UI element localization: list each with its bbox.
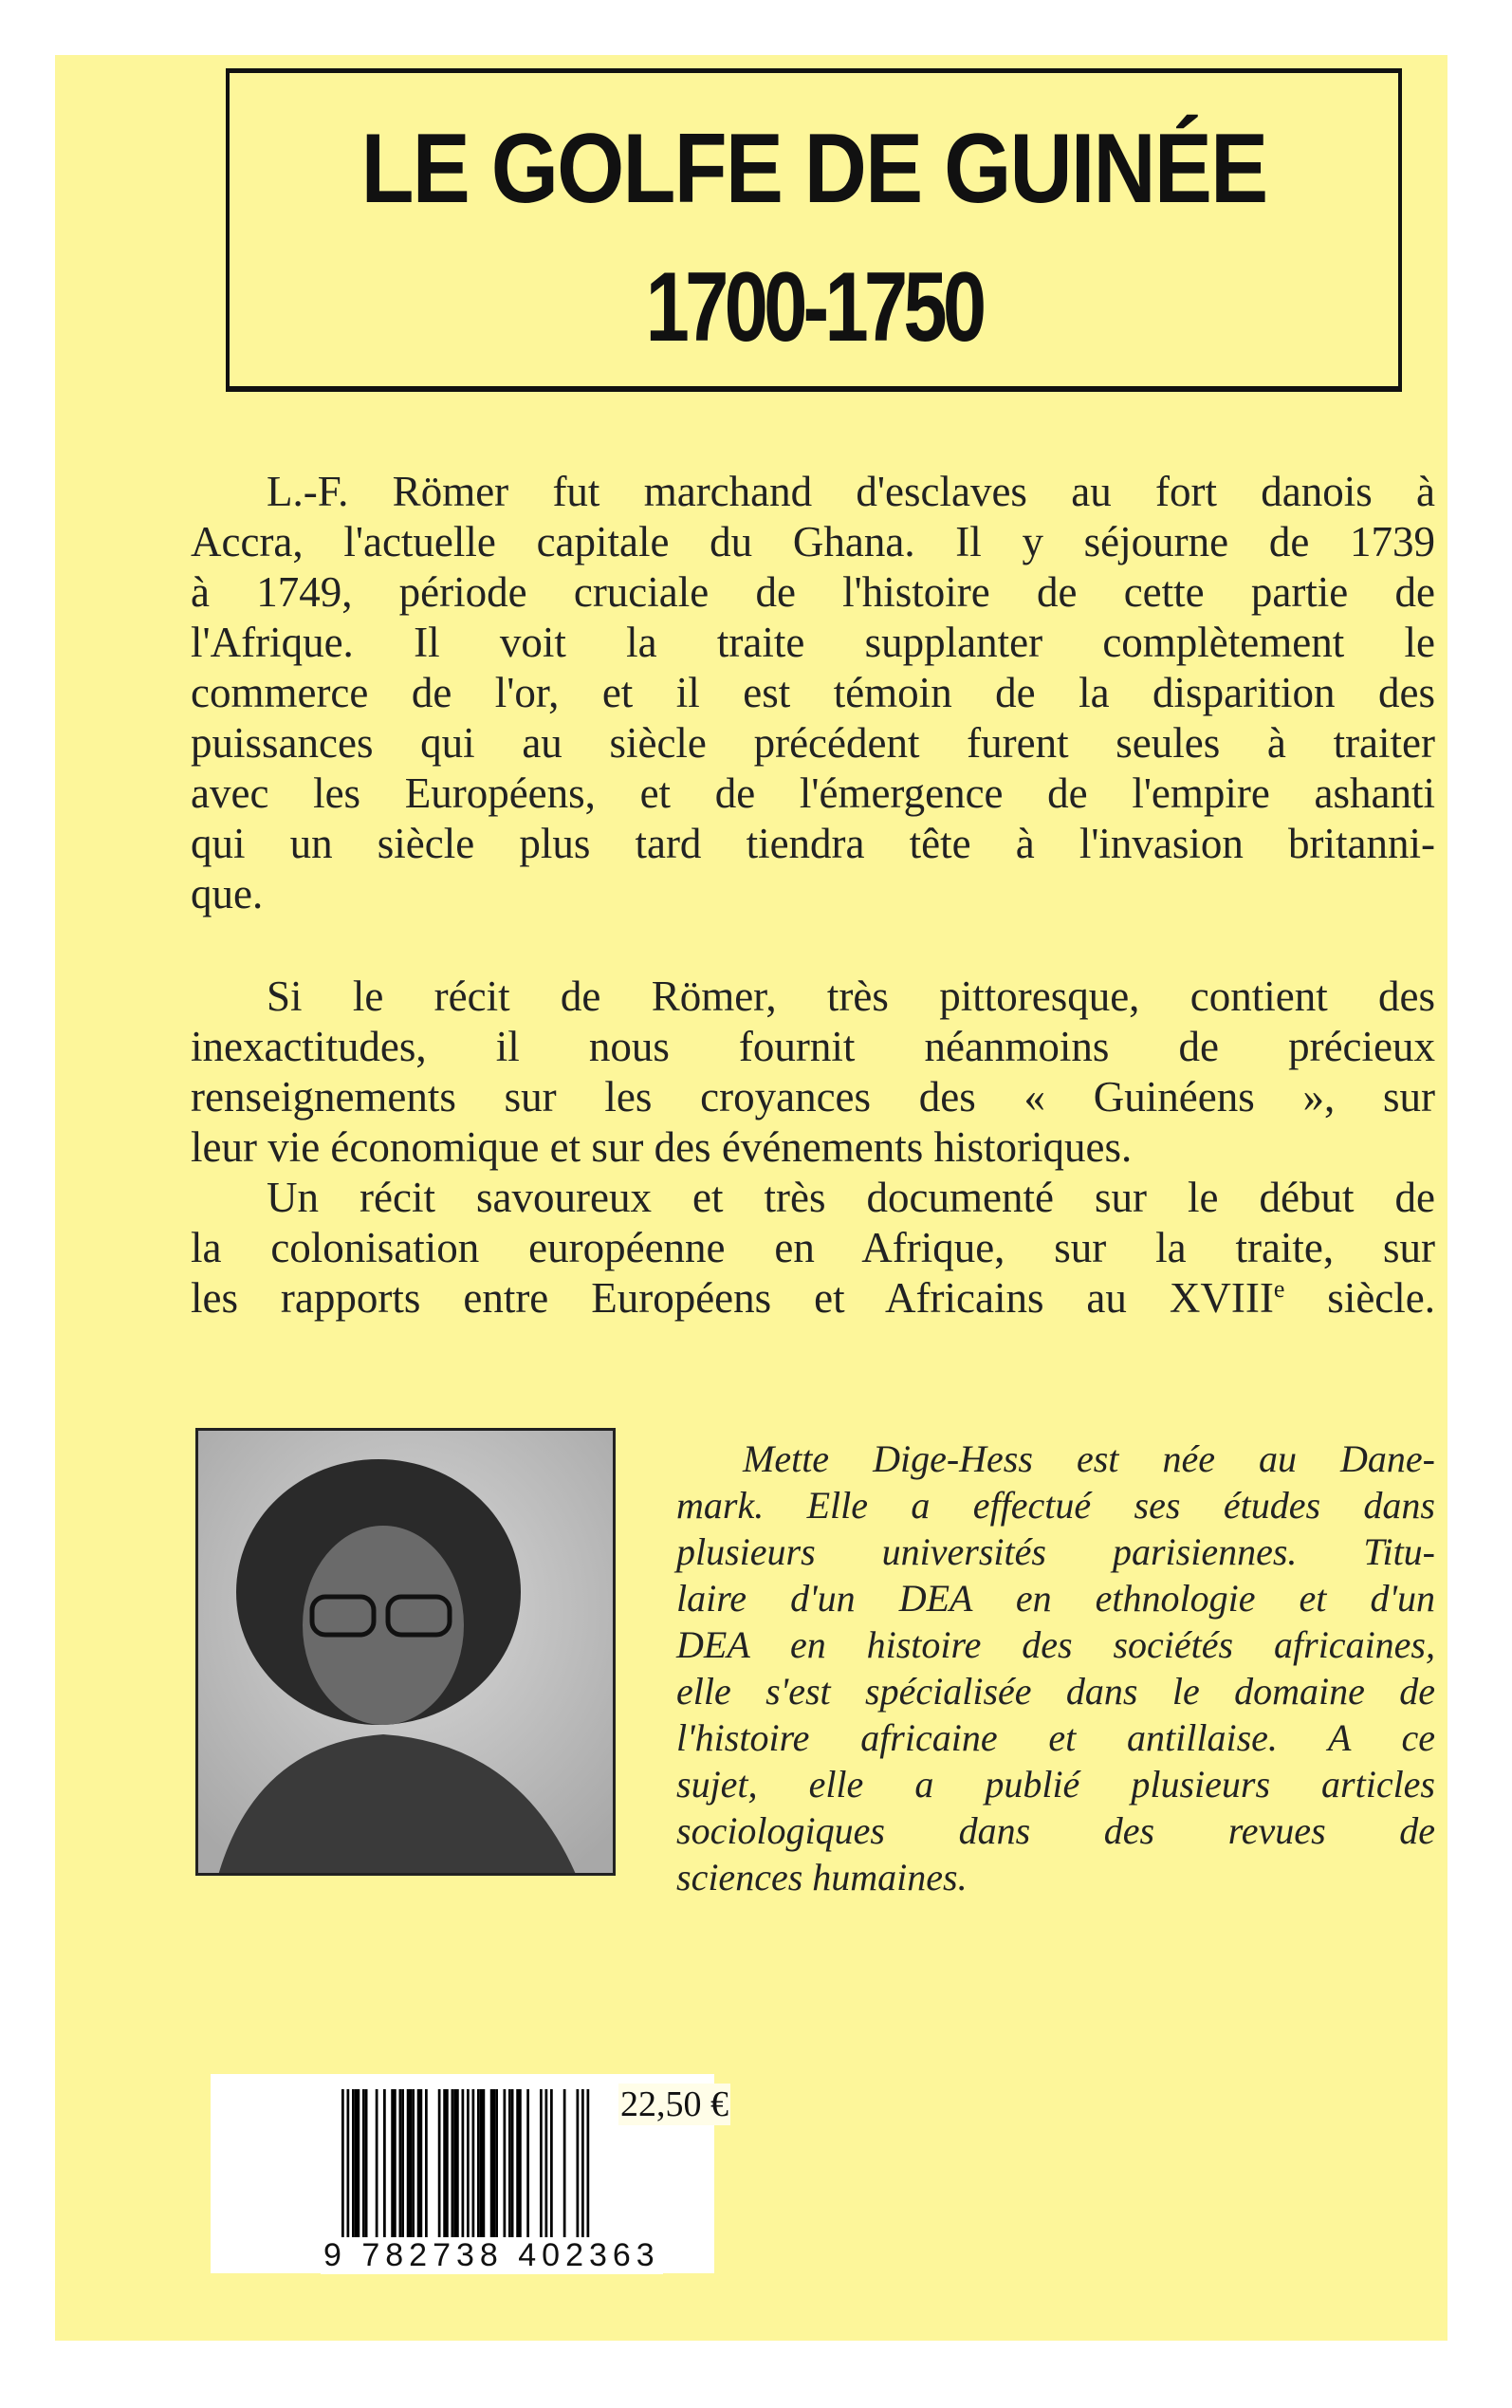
isbn-digits: 9 782738 402363 [321, 2237, 663, 2274]
text-line: plusieurs universités parisiennes. Titu- [676, 1530, 1435, 1573]
text-line: laire d'un DEA en ethnologie et d'un [676, 1577, 1435, 1620]
text-line: qui un siècle plus tard tiendra tête à l'invasion britanni- [191, 820, 1435, 867]
barcode-bar [480, 2089, 483, 2249]
superscript: e [1273, 1275, 1285, 1303]
barcode-bar [493, 2089, 496, 2249]
text-line: mark. Elle a effectué ses études dans [676, 1484, 1435, 1527]
text-line: la colonisation européenne en Afrique, sur la traite, sur [191, 1224, 1435, 1271]
barcode-bar [504, 2089, 507, 2249]
barcode-bar [483, 2089, 486, 2249]
barcode-bar [550, 2089, 553, 2249]
text-line: DEA en histoire des sociétés africaines, [676, 1623, 1435, 1666]
barcode-bar [362, 2089, 365, 2249]
text-line [191, 1273, 1435, 1324]
title-box [226, 68, 1402, 392]
text-line: sujet, elle a publié plusieurs articles [676, 1763, 1435, 1806]
text-line: sciences humaines. [676, 1856, 968, 1899]
barcode-bar [407, 2089, 410, 2249]
blurb-paragraph-2 [191, 972, 1435, 1324]
text-line: Si le récit de Römer, très pittoresque, contient des [267, 972, 1435, 1020]
barcode-bar [376, 2089, 378, 2249]
barcode-bar [352, 2089, 355, 2249]
barcode-bar [452, 2089, 454, 2249]
barcode-bar [391, 2089, 394, 2249]
text-line: leur vie économique et sur des événements historiques. [191, 1123, 1133, 1171]
barcode-bar [577, 2089, 580, 2249]
text-line: L.-F. Römer fut marchand d'esclaves au fort danois à [267, 468, 1435, 515]
barcode-bar [563, 2089, 566, 2249]
barcode-bar [516, 2089, 519, 2249]
barcode-bar [383, 2089, 386, 2249]
text-line: renseignements sur les croyances des « Guinéens », sur [191, 1073, 1435, 1121]
barcode-bar [443, 2089, 446, 2249]
barcode-bar [456, 2089, 459, 2249]
author-portrait-image [198, 1431, 616, 1876]
barcode-bar [412, 2089, 415, 2249]
barcode-bar [365, 2089, 368, 2249]
barcode-bar [508, 2089, 511, 2249]
barcode-bar [526, 2089, 529, 2249]
barcode-bar [472, 2089, 475, 2249]
barcode-bar [453, 2089, 456, 2249]
text-segment: les rapports entre Européens et Africains au XVIII [191, 1274, 1274, 1322]
barcode-bar [545, 2089, 548, 2249]
barcode-bar [401, 2089, 404, 2249]
price: 22,50 € [620, 2084, 728, 2124]
barcode-bar [399, 2089, 402, 2249]
text-line: puissances qui au siècle précédent furent seules à traiter [191, 719, 1435, 767]
text-line: avec les Européens, et de l'émergence de l'empire ashanti [191, 769, 1435, 817]
text-segment: siècle. [1284, 1274, 1435, 1322]
text-line: l'Afrique. Il voit la traite supplanter complètement le [191, 619, 1435, 666]
barcode-bar [410, 2089, 413, 2249]
barcode-bar [495, 2089, 498, 2249]
barcode-bar [417, 2089, 420, 2249]
barcode-bar [540, 2089, 543, 2249]
barcode-bar [394, 2089, 396, 2249]
blurb-paragraph-1 [191, 467, 1435, 919]
text-line: que. [191, 870, 264, 917]
barcode-bar [358, 2089, 360, 2249]
book-title: LE GOLFE DE GUINÉE [360, 114, 1267, 224]
book-period: 1700-1750 [645, 252, 983, 362]
text-line: Un récit savoureux et très documenté sur le début de [267, 1174, 1435, 1221]
barcode-bar [446, 2089, 449, 2249]
text-line: commerce de l'or, et il est témoin de la disparition des [191, 669, 1435, 716]
barcode-bar [420, 2089, 423, 2249]
barcode-bar [477, 2089, 480, 2249]
text-line: Mette Dige-Hess est née au Dane- [743, 1437, 1435, 1480]
author-bio [676, 1436, 1435, 1900]
text-line: l'histoire africaine et antillaise. A ce [676, 1716, 1435, 1759]
barcode-bar [519, 2089, 522, 2249]
author-photo [195, 1428, 616, 1876]
barcode-bar [511, 2089, 514, 2249]
text-line: Accra, l'actuelle capitale du Ghana. Il y séjourne de 1739 [191, 518, 1435, 565]
text-line: à 1749, période cruciale de l'histoire de cette partie de [191, 568, 1435, 616]
barcode-bar [438, 2089, 441, 2249]
text-line: sociologiques dans des revues de [676, 1809, 1435, 1852]
text-line: inexactitudes, il nous fournit néanmoins de précieux [191, 1023, 1435, 1070]
barcode-bar [490, 2089, 493, 2249]
text-line: elle s'est spécialisée dans le domaine de [676, 1670, 1435, 1713]
barcode-bar [425, 2089, 428, 2249]
barcode-bar [355, 2089, 358, 2249]
